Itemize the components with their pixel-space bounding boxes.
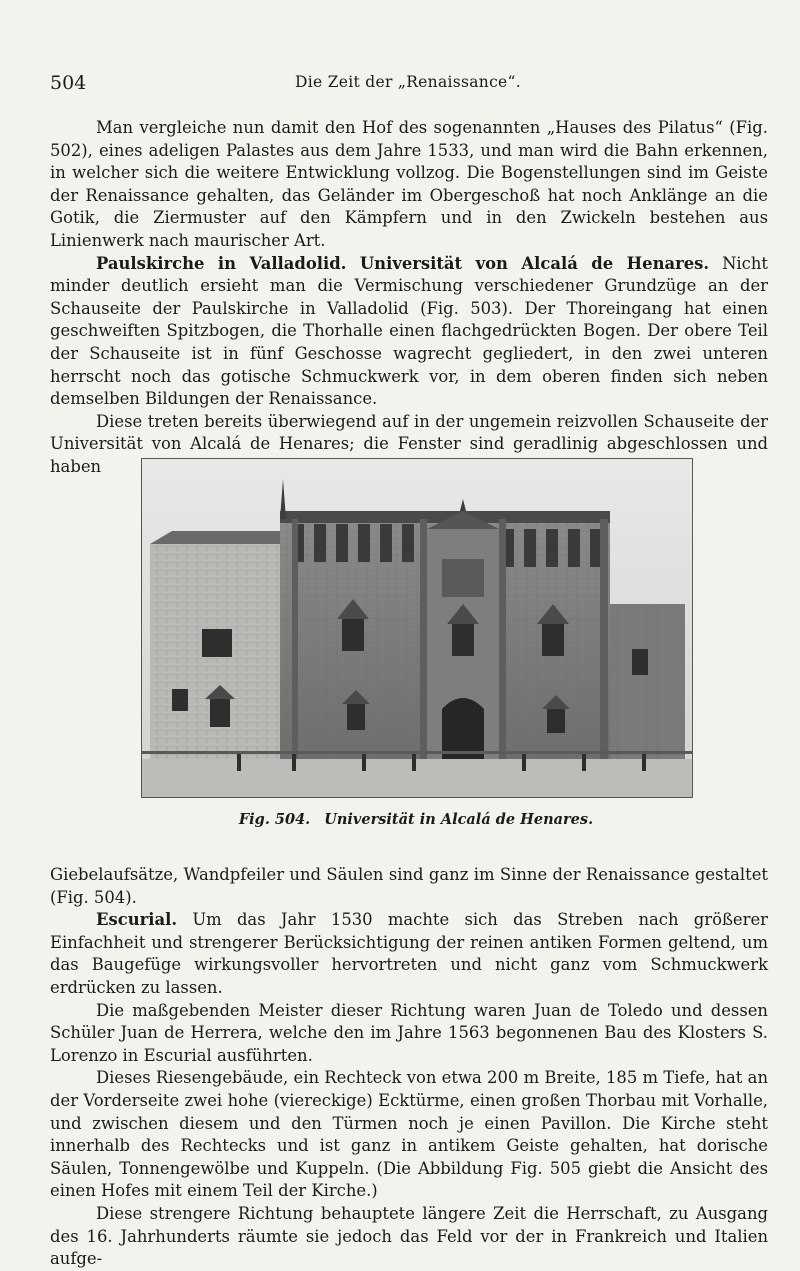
paragraph: Dieses Riesengebäude, ein Rechteck von etwa 200 m Breite, 185 m Tiefe, hat an der Vorderseite zwei hohe (viereckige) Ecktürme, einen großen Thorbau mit Vorhalle, und zwischen diesem und den Türmen noch je einen Pavillon. Die Kirche steht innerhalb des Rechtecks und ist ganz in antikem Geiste gehalten, hat dorische Säulen, Tonnengewölbe und Kuppeln. (Die Abbildung Fig. 505 giebt die Ansicht des einen Hofes mit einem Teil der Kirche.) — [50, 1068, 768, 1201]
paragraph — [50, 253, 768, 411]
paragraph: Diese treten bereits überwiegend auf in der ungemein reizvollen Schauseite der Universität von Alcalá de Henares; die Fenster sind geradlinig abgeschlossen und haben — [50, 411, 768, 476]
paragraph: Man vergleiche nun damit den Hof des sogenannten „Hauses des Pilatus“ (Fig. 502), eines adeligen Palastes aus dem Jahre 1533, und man wird die Bahn erkennen, in welcher sich die weitere Entwicklung vollzog. Die Bogenstellungen sind im Geiste der Renaissance gehalten, das Geländer im Obergeschoß hat noch Anklänge an die Gotik, die Ziermuster auf den Kämpfern und in den Zwickeln bestehen aus Linienwerk nach maurischer Art. — [50, 118, 768, 250]
paragraph-body: Um das Jahr 1530 machte sich das Streben nach größerer Einfachheit und strengerer Berücksichtigung der reinen antiken Formen geltend, um das Baugefüge wirkungsvoller hervortreten und nicht ganz vom Schmuckwerk erdrücken zu lassen. — [50, 910, 768, 997]
paragraph: Die maßgebenden Meister dieser Richtung waren Juan de Toledo und dessen Schüler Juan de Herrera, welche den im Jahre 1563 begonnenen Bau des Klosters S. Lorenzo in Escurial ausführten. — [50, 1000, 768, 1065]
figure-number: Fig. 504. — [238, 811, 311, 828]
paragraph: Giebelaufsätze, Wandpfeiler und Säulen sind ganz im Sinne der Renaissance gestaltet (Fig. 504). — [50, 865, 768, 907]
paragraph — [50, 909, 768, 999]
figure-photo — [141, 458, 693, 798]
figure-caption — [141, 811, 691, 828]
paragraph: Diese strengere Richtung behauptete längere Zeit die Herrschaft, zu Ausgang des 16. Jahrhunderts räumte sie jedoch das Feld vor der in Frankreich und Italien aufge- — [50, 1203, 768, 1269]
paragraph-body: Nicht minder deutlich ersieht man die Vermischung verschiedener Grundzüge an der Schauseite der Paulskirche in Valladolid (Fig. 503). Der Thoreingang hat einen geschweiften Spitzbogen, die Thorhalle einen flachgedrückten Bogen. Der obere Teil der Schauseite ist in fünf Geschosse wagrecht gegliedert, in den zwei unteren herrscht noch das gotische Schmuckwerk vor, in dem oberen finden sich neben demselben Bildungen der Renaissance. — [50, 253, 768, 409]
university-facade-illustration — [142, 459, 692, 797]
figure-caption-text: Universität in Alcalá de Henares. — [324, 811, 594, 828]
section-heading: Paulskirche in Valladolid. Universität von Alcalá de Henares. — [96, 253, 710, 273]
page-header — [50, 72, 766, 100]
text-block-top — [50, 117, 768, 479]
running-head: Die Zeit der „Renaissance“. — [295, 73, 521, 91]
text-block-bottom — [50, 864, 768, 1271]
page-number: 504 — [50, 72, 87, 94]
section-heading: Escurial. — [96, 910, 178, 930]
